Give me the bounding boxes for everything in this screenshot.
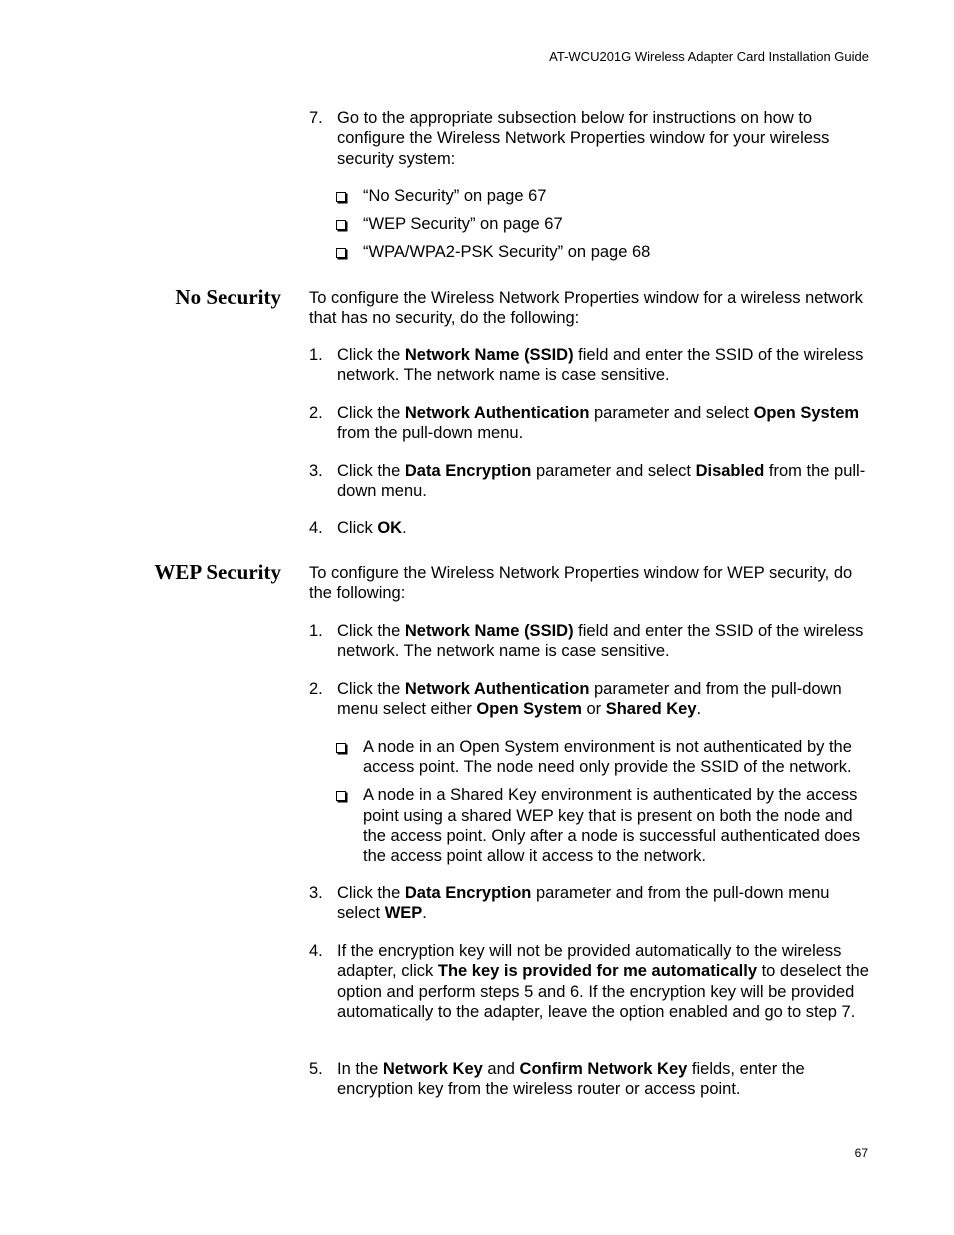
step-number: 2. bbox=[309, 404, 323, 422]
cross-reference-wpa-security[interactable]: “WPA/WPA2-PSK Security” on page 68 bbox=[336, 242, 876, 262]
wep-security-heading: WEP Security bbox=[154, 560, 281, 584]
checkbox-bullet-icon bbox=[336, 220, 346, 230]
wep-security-step-3: 3. Click the Data Encryption parameter and from the pull-down menu select WEP. bbox=[309, 884, 830, 923]
step-number: 5. bbox=[309, 1060, 323, 1078]
step-number: 1. bbox=[309, 346, 323, 364]
wep-security-step-4: 4. If the encryption key will not be provided automatically to the wireless adapter, click The key is provided for me automatically to deselect the option and perform steps 5 and 6. If the encryption key will be provided automatically to the adapter, leave the option enabled and go to step 7. bbox=[309, 942, 869, 1021]
checkbox-bullet-icon bbox=[336, 248, 346, 258]
no-security-step-2: 2. Click the Network Authentication parameter and select Open System from the pull-down menu. bbox=[309, 404, 860, 443]
step-text: Go to the appropriate subsection below for instructions on how to configure the Wireless Network Properties window for your wireless security system: bbox=[337, 109, 830, 168]
wep-security-step-1: 1. Click the Network Name (SSID) field and enter the SSID of the wireless network. The network name is case sensitive. bbox=[309, 622, 864, 661]
no-security-step-4: 4. Click OK. bbox=[309, 519, 407, 537]
no-security-step-1: 1. Click the Network Name (SSID) field and enter the SSID of the wireless network. The network name is case sensitive. bbox=[309, 346, 864, 385]
wep-security-intro: To configure the Wireless Network Properties window for WEP security, do the following: bbox=[309, 564, 853, 603]
step-number: 2. bbox=[309, 680, 323, 698]
step-number: 1. bbox=[309, 622, 323, 640]
intro-step-7 bbox=[309, 108, 874, 169]
no-security-step-3: 3. Click the Data Encryption parameter and select Disabled from the pull-down menu. bbox=[309, 462, 866, 501]
wep-step-2-notes bbox=[336, 737, 876, 866]
checkbox-bullet-icon bbox=[336, 743, 346, 753]
step-number: 3. bbox=[309, 462, 323, 480]
step-item bbox=[309, 108, 874, 169]
checkbox-bullet-icon bbox=[336, 192, 346, 202]
step-number: 4. bbox=[309, 519, 323, 537]
running-header: AT-WCU201G Wireless Adapter Card Installation Guide bbox=[549, 49, 869, 64]
step-number: 4. bbox=[309, 942, 323, 960]
page-number: 67 bbox=[854, 1146, 868, 1160]
cross-reference-no-security[interactable]: “No Security” on page 67 bbox=[336, 186, 876, 206]
step-number: 7. bbox=[309, 109, 323, 127]
list-item: A node in a Shared Key environment is authenticated by the access point using a shared WEP key that is present on both the node and the access point. Only after a node is successful authenticated does the access point allow it access to the network. bbox=[336, 785, 876, 866]
cross-reference-wep-security[interactable]: “WEP Security” on page 67 bbox=[336, 214, 876, 234]
no-security-heading: No Security bbox=[175, 285, 281, 309]
no-security-intro: To configure the Wireless Network Properties window for a wireless network that has no security, do the following: bbox=[309, 289, 863, 328]
cross-reference-list bbox=[336, 186, 876, 262]
checkbox-bullet-icon bbox=[336, 791, 346, 801]
list-item: A node in an Open System environment is not authenticated by the access point. The node need only provide the SSID of the network. bbox=[336, 737, 876, 778]
wep-security-step-2: 2. Click the Network Authentication parameter and from the pull-down menu select either Open System or Shared Key. bbox=[309, 680, 842, 719]
step-number: 3. bbox=[309, 884, 323, 902]
wep-security-step-5: 5. In the Network Key and Confirm Network Key fields, enter the encryption key from the wireless router or access point. bbox=[309, 1060, 805, 1099]
